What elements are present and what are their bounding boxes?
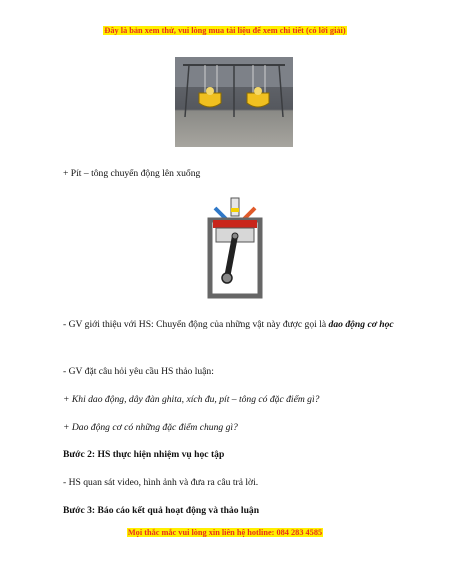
- swing-photo: [175, 57, 293, 147]
- teacher-introduction: [63, 315, 428, 335]
- piston-caption: + Pít – tông chuyển động lên xuống: [63, 168, 201, 179]
- preview-notice-text: Đây là bản xem thử, vui lòng mua tài liệu để xem chi tiết (có lời giải): [104, 26, 346, 35]
- step-3-heading: Bước 3: Báo cáo kết quả hoạt động và thảo luận: [63, 505, 260, 516]
- engine-piston-illustration: [205, 196, 265, 301]
- discussion-question-1: + Khi dao động, dây đàn ghita, xích đu, pít – tông có đặc điểm gì?: [63, 394, 320, 405]
- swing-illustration: [175, 57, 293, 147]
- step-2-text: - HS quan sát video, hình ảnh và đưa ra câu trả lời.: [63, 477, 259, 488]
- discussion-question-2: + Dao động cơ có những đặc điểm chung gì?: [63, 422, 238, 433]
- piston-diagram: [205, 196, 265, 301]
- teacher-introduction-text: - GV giới thiệu với HS: Chuyển động của những vật này được gọi là: [63, 319, 329, 330]
- hotline-notice-banner: [0, 528, 450, 537]
- question-intro: - GV đặt câu hỏi yêu cầu HS thảo luận:: [63, 366, 214, 377]
- preview-notice-banner: [0, 26, 450, 35]
- key-term: dao động cơ học: [328, 319, 394, 330]
- hotline-notice-text: Mọi thắc mắc vui lòng xin liên hệ hotline: 084 283 4585: [127, 528, 323, 537]
- step-2-heading: Bước 2: HS thực hiện nhiệm vụ học tập: [63, 449, 225, 460]
